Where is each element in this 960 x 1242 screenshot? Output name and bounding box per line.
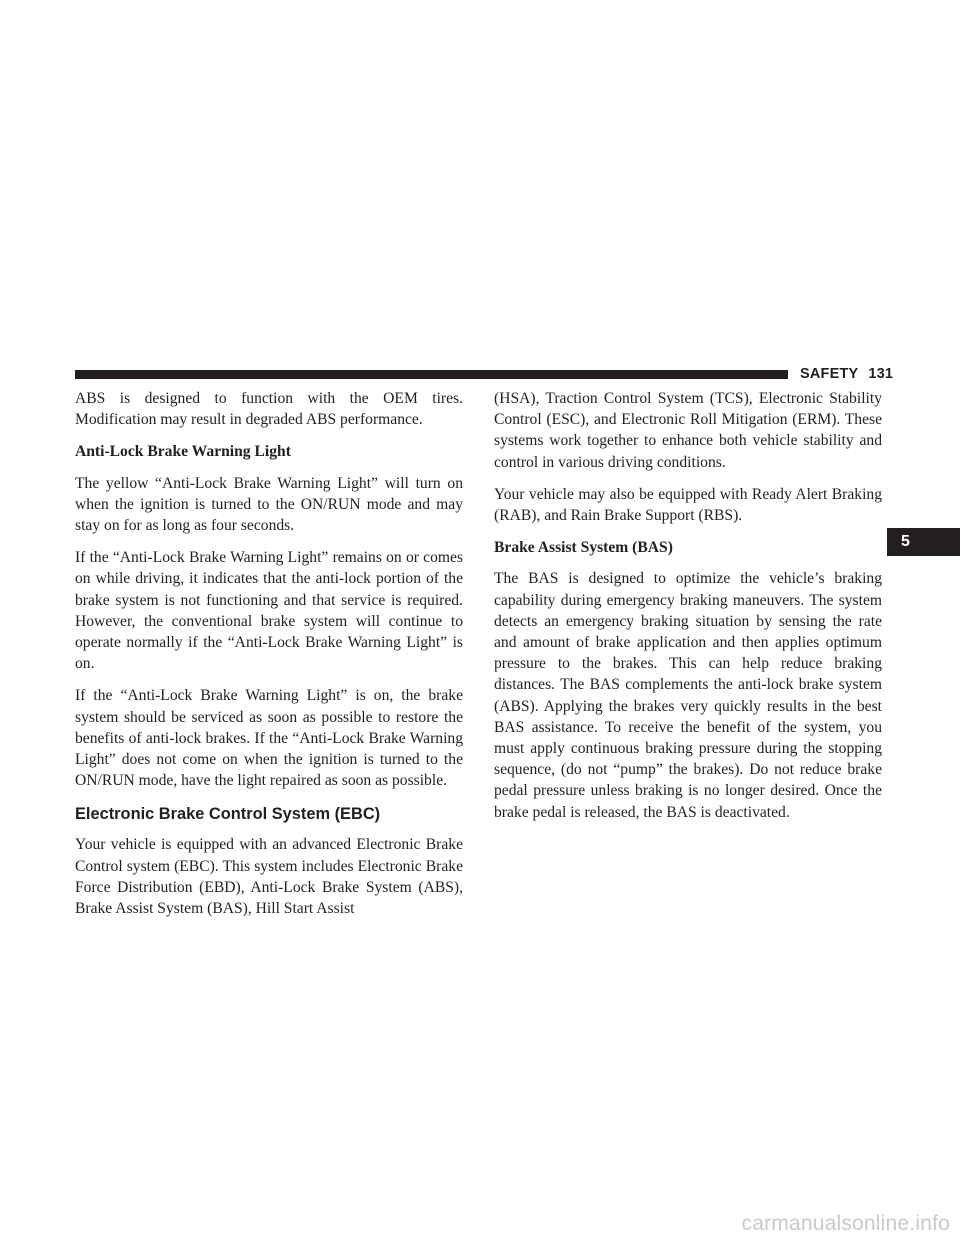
right-column <box>494 388 882 834</box>
chapter-tab: 5 <box>887 528 960 556</box>
running-header <box>800 366 893 383</box>
paragraph-ebc-intro: Your vehicle is equipped with an advanced Electronic Brake Control system (EBC). This system includes Electronic Brake Force Distribution (EBD), Anti-Lock Brake System (ABS), Brake Assist System (BAS), Hill Start Assist <box>75 836 463 918</box>
page-number: 131 <box>868 366 894 382</box>
paragraph-warning-light-turn-on: The yellow “Anti-Lock Brake Warning Light” will turn on when the ignition is turned to the ON/RUN mode and may stay on for as long as four seconds. <box>75 474 463 535</box>
watermark: carmanualsonline.info <box>741 1212 950 1235</box>
heading-bas: Brake Assist System (BAS) <box>494 539 673 557</box>
header-rule <box>75 370 788 379</box>
heading-anti-lock-warning-light: Anti-Lock Brake Warning Light <box>75 443 291 461</box>
paragraph-ebc-continued: (HSA), Traction Control System (TCS), Electronic Stability Control (ESC), and Electronic Roll Mitigation (ERM). These systems work together to enhance both vehicle stability and control in various driving conditions. <box>494 390 882 471</box>
paragraph-warning-light-service: If the “Anti-Lock Brake Warning Light” is on, the brake system should be serviced as soon as possible to restore the benefits of anti-lock brakes. If the “Anti-Lock Brake Warning Light” does not come on when the ignition is turned to the ON/RUN mode, have the light repaired as soon as possible. <box>75 687 463 790</box>
left-column <box>75 388 463 930</box>
paragraph-rab-rbs: Your vehicle may also be equipped with Ready Alert Braking (RAB), and Rain Brake Support (RBS). <box>494 485 882 525</box>
heading-ebc: Electronic Brake Control System (EBC) <box>75 805 381 824</box>
paragraph-warning-light-remains-on: If the “Anti-Lock Brake Warning Light” remains on or comes on while driving, it indicates that the anti-lock portion of the brake system is not functioning and that service is required. However, the conventional brake system will continue to operate normally if the “Anti-Lock Brake Warning Light” is on. <box>75 549 463 673</box>
section-title: SAFETY <box>800 366 859 382</box>
paragraph-bas-description: The BAS is designed to optimize the vehicle’s braking capability during emergency braking maneuvers. The system detects an emergency braking situation by sensing the rate and amount of brake application and then applies optimum pressure to the brakes. This can help reduce braking distances. The BAS complements the anti-lock brake system (ABS). Applying the brakes very quickly results in the best BAS assistance. To receive the benefit of the system, you must apply continuous braking pressure during the stopping sequence, (do not “pump” the brakes). Do not reduce brake pedal pressure unless braking is no longer desired. Once the brake pedal is released, the BAS is deactivated. <box>494 570 882 821</box>
paragraph-abs-tires: ABS is designed to function with the OEM tires. Modification may result in degraded ABS performance. <box>75 390 463 429</box>
